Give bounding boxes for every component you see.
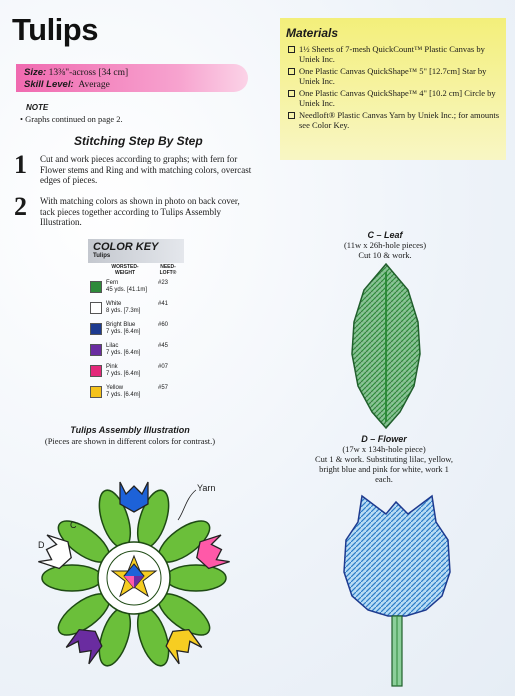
size-label: Size: [24,67,47,78]
materials-title: Materials [286,26,339,40]
flower-name: D – Flower [361,434,407,444]
color-swatch [90,323,102,335]
leaf-piece-label [330,230,440,260]
leaf-instructions: Cut 10 & work. [358,250,412,260]
color-swatch [90,302,102,314]
color-name: Yellow [106,385,124,391]
color-swatch [90,386,102,398]
materials-item [286,88,500,108]
skill-value: Average [78,80,110,90]
color-swatch [90,281,102,293]
color-key-row [88,320,184,340]
materials-box [280,18,506,160]
skill-label: Skill Level: [24,79,74,90]
step-text: With matching colors as shown in photo on back cover, tack pieces together according to Tulips Assembly Illustration. [40,196,240,227]
color-yardage: 7 yds. [6.4m] [106,329,141,335]
color-number: #41 [158,301,169,307]
step-number: 2 [14,192,27,221]
checkbox-icon [288,46,295,53]
materials-item-text: Needloft® Plastic Canvas Yarn by Uniek Inc.; for amounts see Color Key. [299,110,500,130]
flower-instructions: Cut 1 & work. Substituting lilac, yellow, bright blue and pink for white, work 1 each. [314,454,454,484]
flower-graph [336,492,458,688]
materials-item-text: One Plastic Canvas QuickShape™ 4" [10.2 cm] Circle by Uniek Inc. [299,88,496,108]
color-key-subtitle: Tulips [93,253,111,259]
page-title: Tulips [12,12,98,47]
note-text: • Graphs continued on page 2. [20,114,123,124]
assembly-subtitle: (Pieces are shown in different colors for contrast.) [44,436,216,446]
materials-item-text: One Plastic Canvas QuickShape™ 5" [12.7cm] Star by Uniek Inc. [299,66,487,86]
assembly-title: Tulips Assembly Illustration [70,425,190,435]
color-name: Pink [106,364,118,370]
size-value: 13⅜"-across [34 cm] [48,68,129,78]
yarn-label: Yarn [197,483,216,493]
size-skill-bar [16,64,248,92]
color-yardage: 45 yds. [41.1m] [106,287,148,293]
color-yardage: 7 yds. [6.4m] [106,392,141,398]
color-swatch [90,365,102,377]
leaf-graph [336,262,436,430]
color-name: White [106,301,122,307]
materials-item [286,44,500,64]
materials-item [286,66,500,86]
color-number: #57 [158,385,169,391]
color-key-row [88,383,184,403]
flower-piece-label [312,434,456,484]
color-key-row [88,278,184,298]
color-key-row [88,299,184,319]
color-yardage: 8 yds. [7.3m] [106,308,141,314]
color-key-title: COLOR KEY [93,241,159,253]
note-label: NOTE [26,103,49,112]
color-number: #07 [158,364,169,370]
color-name: Bright Blue [106,322,136,328]
assembly-illustration [8,462,258,694]
flower-dims: (17w x 134h-hole piece) [342,444,426,454]
color-key-row [88,362,184,382]
step-text: Cut and work pieces according to graphs; with fern for Flower stems and Ring and with matching colors, overcast edges of pieces. [40,154,252,185]
leaf-name: C – Leaf [367,230,403,240]
piece-d-label: D [38,540,45,550]
checkbox-icon [288,112,295,119]
step-number: 1 [14,150,27,179]
checkbox-icon [288,68,295,75]
color-name: Fern [106,280,119,286]
color-yardage: 7 yds. [6.4m] [106,371,141,377]
color-number: #45 [158,343,169,349]
color-swatch [90,344,102,356]
color-yardage: 7 yds. [6.4m] [106,350,141,356]
materials-item [286,110,500,130]
color-number: #23 [158,280,169,286]
color-key-header [88,239,184,263]
color-key-row [88,341,184,361]
leaf-dims: (11w x 26h-hole pieces) [343,240,427,250]
checkbox-icon [288,90,295,97]
stitching-title: Stitching Step By Step [74,134,203,148]
materials-item-text: 1½ Sheets of 7-mesh QuickCount™ Plastic Canvas by Uniek Inc. [299,44,485,64]
color-number: #60 [158,322,169,328]
color-name: Lilac [106,343,119,349]
needloft-header: NEED-LOFT® [159,264,177,276]
worsted-header: WORSTED-WEIGHT [111,264,139,276]
piece-c-label: C [70,520,77,530]
